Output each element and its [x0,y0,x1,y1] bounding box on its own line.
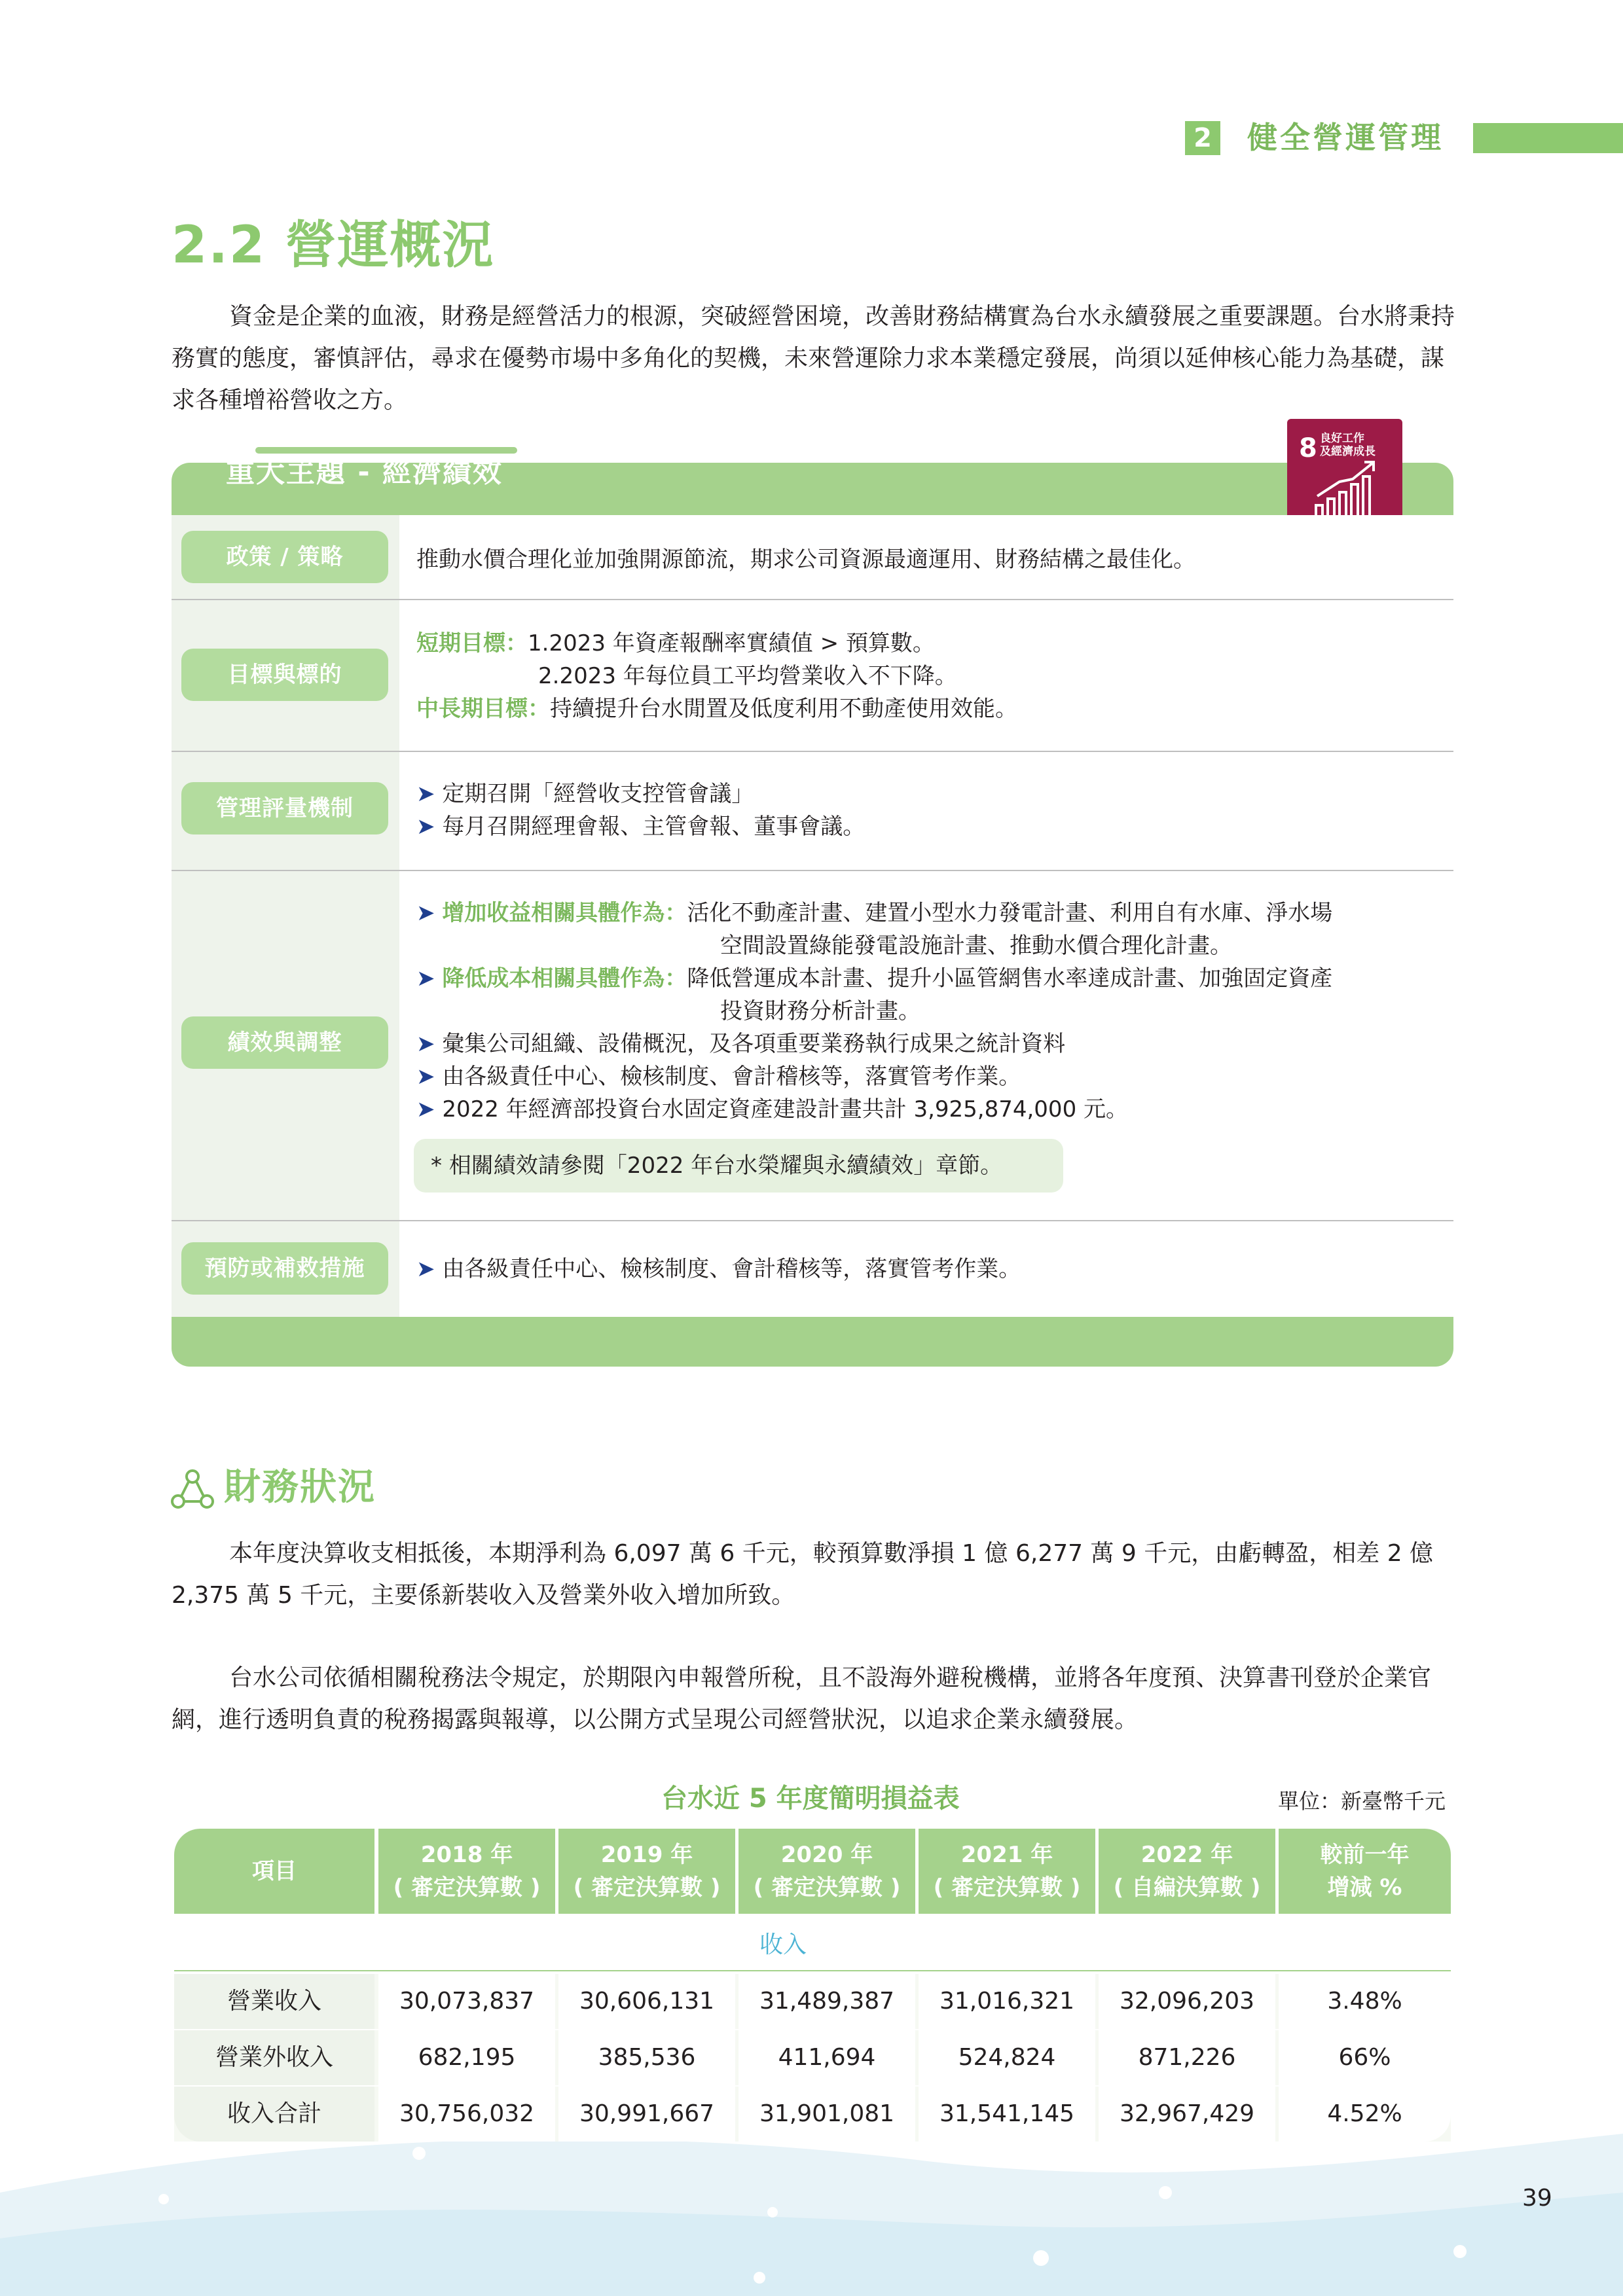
table-header-2020: 2020 年 ( 審定決算數 ) [739,1829,915,1914]
prevention-label: 預防或補救措施 [181,1242,388,1295]
section-title: 2.2 營運概況 [172,216,495,275]
table-unit: 單位：新臺幣千元 [1278,1789,1446,1814]
table-cell: 營業收入 [174,1974,374,2029]
table-header-2021: 2021 年 ( 審定決算數 ) [919,1829,1095,1914]
performance-item: ➤ 2022 年經濟部投資台水固定資產建設計畫共計 3,925,874,000 元。 [416,1096,1129,1122]
table-cell: 3.48% [1279,1974,1451,2029]
cost-measures: ➤ 降低成本相關具體作為：降低營運成本計畫、提升小區管網售水率達成計畫、加強固定資產 [416,965,1333,992]
table-cell: 871,226 [1099,2030,1275,2085]
performance-label-cell [172,871,399,1220]
revenue-measures: ➤ 增加收益相關具體作為：活化不動產計畫、建置小型水力發電計畫、利用自有水庫、淨水場 [416,900,1333,926]
chapter-number-badge: 2 [1185,121,1220,155]
short-term-goal-2: 2.2023 年每位員工平均營業收入不下降。 [538,663,957,689]
arrow-bullet-icon: ➤ [416,781,435,807]
sdg-number: 8 [1299,433,1317,463]
cost-measures-cont: 投資財務分析計畫。 [720,998,921,1024]
table-cell: 32,967,429 [1099,2087,1275,2142]
arrow-bullet-icon: ➤ [416,1031,435,1057]
arrow-bullet-icon: ➤ [416,1064,435,1090]
table-cell: 4.52% [1279,2087,1451,2142]
sdg-label: 良好工作 及經濟成長 [1320,432,1376,458]
arrow-bullet-icon: ➤ [416,965,435,992]
table-cell: 31,489,387 [739,1974,915,2029]
page-number: 39 [1522,2185,1552,2212]
goals-label-cell [172,600,399,751]
short-term-goal-1: 短期目標：1.2023 年資產報酬率實績值 > 預算數。 [416,630,935,656]
theme-title: 重大主題 - 經濟績效 [226,456,503,489]
prevention-label-cell [172,1221,399,1317]
chapter-title: 健全營運管理 [1247,120,1444,155]
table-cell: 營業外收入 [174,2030,374,2085]
table-title: 台水近 5 年度簡明損益表 [661,1784,960,1814]
table-cell: 30,606,131 [558,1974,735,2029]
arrow-bullet-icon: ➤ [416,1256,435,1282]
prevention-text: ➤ 由各級責任中心、檢核制度、會計稽核等，落實管考作業。 [416,1256,1021,1282]
table-cell: 31,541,145 [919,2087,1095,2142]
performance-label: 績效與調整 [181,1016,388,1069]
arrow-bullet-icon: ➤ [416,814,435,840]
policy-text: 推動水價合理化並加強開源節流，期求公司資源最適運用、財務結構之最佳化。 [416,547,1195,573]
table-cell: 682,195 [378,2030,555,2085]
table-cell: 收入合計 [174,2087,374,2142]
network-nodes-icon [169,1466,216,1513]
growth-chart-icon [1313,459,1379,524]
chapter-accent-bar [1473,123,1623,153]
performance-item: ➤ 彙集公司組織、設備概況，及各項重要業務執行成果之統計資料 [416,1031,1066,1057]
table-header-item: 項目 [174,1829,374,1914]
policy-label: 政策 / 策略 [181,531,388,583]
mid-term-goal: 中長期目標：持續提升台水閒置及低度利用不動產使用效能。 [416,696,1017,722]
table-cell: 411,694 [739,2030,915,2085]
policy-label-cell [172,515,399,599]
performance-item: ➤ 由各級責任中心、檢核制度、會計稽核等，落實管考作業。 [416,1064,1021,1090]
table-cell: 30,756,032 [378,2087,555,2142]
finance-paragraph-1: 本年度決算收支相抵後，本期淨利為 6,097 萬 6 千元，較預算數淨損 1 億 6,277 萬 9 千元，由虧轉盈，相差 2 億 2,375 萬 5 千元，主要係新裝收入及營業外收入增加所致。 [172,1540,1434,1609]
finance-paragraph-2: 台水公司依循相關稅務法令規定，於期限內申報營所稅，且不設海外避稅機構，並將各年度預、決算書刊登於企業官網，進行透明負責的稅務揭露與報導，以公開方式呈現公司經營狀況，以追求企業永續發展。 [172,1664,1432,1733]
goals-label: 目標與標的 [181,649,388,701]
table-cell: 30,073,837 [378,1974,555,2029]
table-cell: 30,991,667 [558,2087,735,2142]
table-header-change: 較前一年 增減 % [1279,1829,1451,1914]
table-group-income: 收入 [759,1931,807,1958]
table-cell: 31,016,321 [919,1974,1095,2029]
evaluation-item: ➤ 定期召開「經營收支控管會議」 [416,781,754,807]
table-header-2018: 2018 年 ( 審定決算數 ) [378,1829,555,1914]
table-header-2019: 2019 年 ( 審定決算數 ) [558,1829,735,1914]
table-cell: 32,096,203 [1099,1974,1275,2029]
finance-title: 財務狀況 [224,1466,376,1509]
table-header-2022: 2022 年 ( 自編決算數 ) [1099,1829,1275,1914]
evaluation-label-cell [172,752,399,870]
revenue-measures-cont: 空間設置綠能發電設施計畫、推動水價合理化計畫。 [720,933,1232,959]
evaluation-label: 管理評量機制 [181,782,388,834]
arrow-bullet-icon: ➤ [416,1096,435,1122]
intro-paragraph: 資金是企業的血液，財務是經營活力的根源，突破經營困境，改善財務結構實為台水永續發展之重要課題。台水將秉持務實的態度，審慎評估，尋求在優勢市場中多角化的契機，未來營運除力求本業穩定發展，尚須以延伸核心能力為基礎，謀求各種增裕營收之方。 [172,303,1455,414]
performance-note: * 相關績效請參閱「2022 年台水榮耀與永續績效」章節。 [414,1139,1063,1193]
table-cell: 385,536 [558,2030,735,2085]
arrow-bullet-icon: ➤ [416,900,435,926]
table-cell: 31,901,081 [739,2087,915,2142]
group-divider [174,1970,1451,1971]
theme-footer-bar [172,1317,1453,1367]
table-cell: 524,824 [919,2030,1095,2085]
table-cell: 66% [1279,2030,1451,2085]
evaluation-item: ➤ 每月召開經理會報、主管會報、董事會議。 [416,814,866,840]
